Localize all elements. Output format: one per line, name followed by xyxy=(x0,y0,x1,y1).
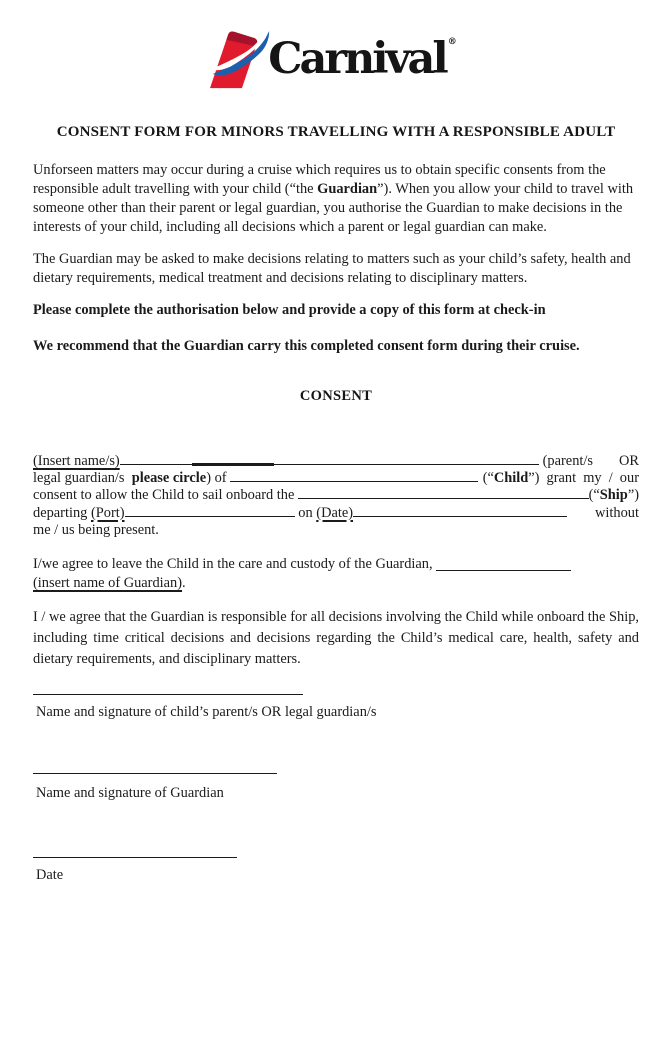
consent-section-heading: CONSENT xyxy=(299,388,373,404)
on-text: on xyxy=(294,504,317,521)
brand-wordmark: Carnival xyxy=(268,34,446,84)
guardian-name-field[interactable] xyxy=(436,566,571,571)
parent-signature-label: Name and signature of child’s parent/s OR legal guardian/s xyxy=(36,703,377,720)
ship-close-paren: ”) xyxy=(627,487,639,504)
child-term-bold: Child xyxy=(493,470,529,487)
intro-paragraph-1-text: Unforseen matters may occur during a cruise which requires us to obtain specific consents from the responsible adult travelling with your child (“the xyxy=(33,162,606,197)
guardian-custody-paragraph xyxy=(33,555,639,593)
parent-name-field[interactable] xyxy=(120,460,539,465)
intro-paragraph-1 xyxy=(33,161,639,237)
fill-line-4 xyxy=(33,505,639,522)
parent-or-text: (parent/s xyxy=(539,453,593,469)
field-thick-segment xyxy=(192,463,274,466)
port-field[interactable] xyxy=(125,512,295,517)
parent-signature-line[interactable] xyxy=(33,694,303,695)
child-open-paren: (“ xyxy=(482,470,494,487)
ship-open-paren: (“ xyxy=(588,487,600,504)
consent-fill-in-block xyxy=(33,453,639,539)
please-circle-bold: please circle xyxy=(131,470,207,487)
guardian-signature-line[interactable] xyxy=(33,773,277,774)
grant-text: ”) grant my / our xyxy=(528,470,639,487)
responsibility-paragraph: I / we agree that the Guardian is responsible for all decisions involving the Child while onboard the Ship, including time critical decisions and decisions regarding the Child’s medical care, health, safety and dietary requirements, and disciplinary matters. xyxy=(33,608,639,667)
fill-line-5 xyxy=(33,522,639,539)
insert-names-label: (Insert name/s) xyxy=(33,453,120,469)
fill-line-1 xyxy=(33,453,639,470)
ship-term-bold: Ship xyxy=(599,487,628,504)
guardian-term-bold: Guardian xyxy=(317,181,378,197)
custody-text: I/we agree to leave the Child in the care and custody of the Guardian, xyxy=(33,555,437,572)
intro-paragraph-2: The Guardian may be asked to make decisions relating to matters such as your child’s safety, health and dietary requirements, medical treatment and decisions relating to disciplinary matters. xyxy=(33,251,631,286)
instruction-line-2: We recommend that the Guardian carry this completed consent form during their cruise. xyxy=(33,338,580,354)
without-text: without xyxy=(595,504,639,521)
child-name-field[interactable] xyxy=(230,477,478,482)
date-label: (Date) xyxy=(316,504,354,521)
period-text: . xyxy=(182,574,186,591)
registered-trademark-symbol: ® xyxy=(447,37,457,47)
legal-guardian-text: legal guardian/s xyxy=(33,470,132,487)
page-title: CONSENT FORM FOR MINORS TRAVELLING WITH A RESPONSIBLE ADULT xyxy=(56,124,616,140)
intro-paragraph-1-continued: ”). When you allow your child to travel with someone other than their parent or legal guardian, you authorise the Guardian to make decisions in the interests of your child, including all decisions which a parent or legal guardian can make. xyxy=(33,181,634,235)
carnival-funnel-icon xyxy=(207,28,275,90)
ship-name-field[interactable] xyxy=(298,494,589,499)
instruction-line-1: Please complete the authorisation below and provide a copy of this form at check-in xyxy=(33,302,546,318)
date-label: Date xyxy=(36,866,64,883)
of-text: ) of xyxy=(206,470,231,487)
departing-text: departing xyxy=(33,504,91,521)
carnival-logo xyxy=(207,24,457,88)
date-field[interactable] xyxy=(353,512,567,517)
guardian-signature-label: Name and signature of Guardian xyxy=(36,784,224,801)
logo-row xyxy=(33,0,639,88)
port-label: (Port) xyxy=(90,504,125,521)
date-line[interactable] xyxy=(33,857,237,858)
insert-guardian-name-label: (insert name of Guardian) xyxy=(33,574,183,591)
fill-line-2 xyxy=(33,470,639,487)
being-present-text: me / us being present. xyxy=(33,521,159,538)
fill-line-3 xyxy=(33,487,639,504)
sail-onboard-text: consent to allow the Child to sail onboard the xyxy=(33,487,298,504)
or-text: OR xyxy=(619,453,639,469)
